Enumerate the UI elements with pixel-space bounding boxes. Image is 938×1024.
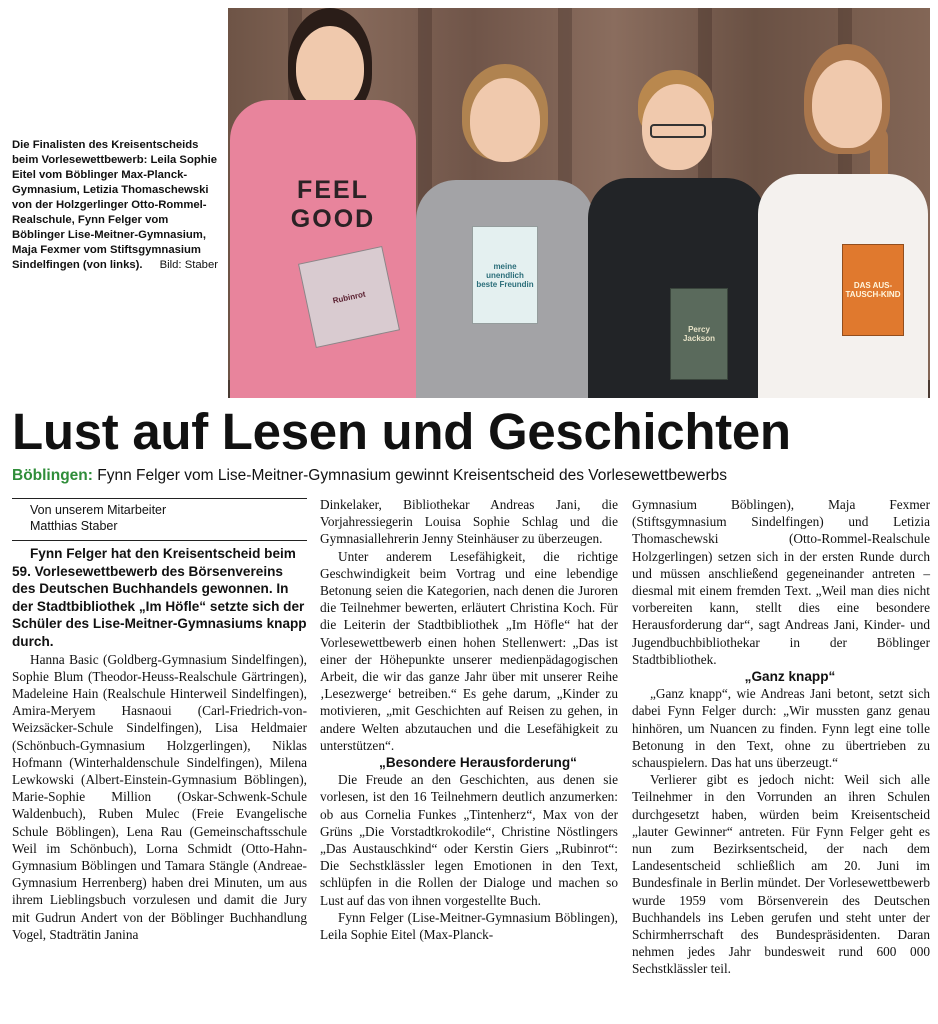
paragraph: Verlierer gibt es jedoch nicht: Weil sich alle Teilnehmer in den Vorrunden an ihren Schulen durchgesetzt haben, würden beim Kreisentscheid „lauter Gewinner“ antreten. Für Fynn Felger geht es nun zum Bezirksentscheid, der nach dem Landesentscheid schließlich am 20. Juni im Bundesfinale in Berlin mündet. Der Vorlesewettbewerb wurde 1959 vom Börsenverein des Deutschen Buchhandels ins Leben gerufen und steht unter der Schirmherrschaft des Bundespräsidenten. Daran nehmen jedes Jahr bundesweit rund 600 000 Sechstklässler teil.: [632, 772, 930, 977]
caption-text: Die Finalisten des Kreisentscheids beim Vorlesewettbewerb: Leila Sophie Eitel vom Böblinger Max-Planck-Gymnasium, Letizia Thomaschewski von der Holzgerlinger Otto-Rommel-Realschule, Fynn Felger vom Böblinger Lise-Meitner-Gymnasium, Maja Fexmer vom Stiftsgymnasium Sindelfingen (von links).: [12, 139, 218, 271]
paragraph: „Ganz knapp“, wie Andreas Jani betont, setzt sich dabei Fynn Felger durch: „Wir mussten ganz genau hinhören, um Nuancen zu finden. Fynn legt eine tolle Betonung in den Text, ohne zu übertrieben zu schauspielern. Das hat uns überzeugt.“: [632, 686, 930, 771]
paragraph: Gymnasium Böblingen), Maja Fexmer (Stiftsgymnasium Sindelfingen) und Letizia Thomaschewski (Otto-Rommel-Realschule Holzgerlingen) setzen sich in der ersten Runde durch und müssen anschließend gegeneinander antreten – diesmal mit einem fremden Text. „Weil man dies nicht vorbereiten kann, stellt dies eine besondere Herausforderung dar“, sagt Andreas Jani, Kinder- und Jugendbuchbibliothekar in der Böblinger Stadtbibliothek.: [632, 497, 930, 667]
book-beste-freundin: meine unendlich beste Freundin: [472, 226, 538, 324]
shirt-print: FEEL GOOD: [290, 176, 376, 233]
author-line-1: Von unserem Mitarbeiter: [30, 503, 167, 517]
paragraph: Dinkelaker, Bibliothekar Andreas Jani, die Vorjahressiegerin Louisa Sophie Schlag und die Gymnasiallehrerin Jenny Steinhäuser zu überzeugen.: [320, 497, 618, 547]
paragraph: Unter anderem Lesefähigkeit, die richtige Geschwindigkeit beim Vortrag und eine lebendige Betonung seien die Kategorien, nach denen die Juroren die Teilnehmer bewerten, erläutert Christina Koch. Für die Leiterin der Stadtbibliothek „Im Höfle“ hat der Vorlesewettbewerb einen hohen Stellenwert: „Das ist einer der Höhepunkte unserer medienpädagogischen Arbeit, die wir das ganze Jahr über mit unserer Reihe ‚Lesezwerge‘ betreiben.“ Es gehe darum, „Kinder zu motivieren, „mit Geschichten auf Reisen zu gehen, in andere Welten abzutauchen und die Lesefähigkeit zu unterstützen“.: [320, 548, 618, 753]
subheading: „Ganz knapp“: [744, 669, 836, 685]
article-intro: Fynn Felger hat den Kreisentscheid beim 59. Vorlesewettbewerb des Börsenvereins des Deutschen Buchhandels gewonnen. In der Stadtbibliothek „Im Höfle“ setzte sich der Schüler des Lise-Meitner-Gymnasiums knapp durch.: [12, 546, 307, 649]
paragraph: Die Freude an den Geschichten, aus denen sie vorlesen, ist den 16 Teilnehmern deutlich anzumerken: ob aus Cornelia Funkes „Tintenherz“, Max von der Grüns „Die Vorstadtkrokodile“, Christine Nöstlingers „Das Austauschkind“ oder Kerstin Giers „Rubinrot“: Die Sechstklässler legen Emotionen in den Text, schlüpfen in die Rollen der Dialoge und machen so Lust auf das von ihnen vorgestellte Buch.: [320, 772, 618, 908]
author-name: Matthias Staber: [30, 518, 118, 533]
article-column-3: [632, 496, 930, 978]
article-photo: [228, 8, 930, 398]
book-rubinrot: Rubinrot: [298, 246, 400, 348]
paragraph: Fynn Felger (Lise-Meitner-Gymnasium Böblingen), Leila Sophie Eitel (Max-Planck-: [320, 909, 618, 943]
book-percy-jackson: Percy Jackson: [670, 288, 728, 380]
location-label: Böblingen:: [12, 467, 93, 484]
paragraph: Hanna Basic (Goldberg-Gymnasium Sindelfingen), Sophie Blum (Theodor-Heuss-Realschule Gärtringen), Madeleine Hain (Realschule Hinterweil Sindelfingen), Amira-Meryem Hasnaoui (Carl-Friedrich-von-Weizsäcker-Schule Sindelfingen), Lisa Heldmaier (Schönbuch-Gymnasium Holzgerlingen), Niklas Hofmann (Winterhaldenschule Sindelfingen), Milena Lewkowski (Albert-Einstein-Gymnasium Böblingen), Marie-Sophie Million (Oskar-Schwenk-Schule Waldenbuch), Ruben Mulec (Freie Evangelische Schule Böblingen), Lena Rau (Gemeinschaftsschule Weil im Schönbuch), Lorna Schmidt (Otto-Hahn-Gymnasium Böblingen und Tamara Stängle (Andreae-Gymnasium Herrenberg) haben drei Minuten, um aus ihrem Lieblingsbuch vorzulesen und damit die Jury mit Gudrun Andert von der Böblinger Buchhandlung Vogel, Stadträtin Janina: [12, 651, 307, 942]
photo-credit: Bild: Staber: [159, 259, 218, 271]
book-austauschkind: DAS AUS-TAUSCH-KIND: [842, 244, 904, 336]
subheadline-text: Fynn Felger vom Lise-Meitner-Gymnasium gewinnt Kreisentscheid des Vorlesewettbewerbs: [97, 467, 727, 484]
finalist-1: [228, 8, 418, 398]
finalist-2: [416, 8, 596, 398]
article-column-2: [320, 496, 618, 943]
subheading: „Besondere Herausforderung“: [379, 755, 577, 771]
photo-caption: [12, 138, 218, 273]
article-column-1: [12, 494, 307, 943]
finalist-3: [588, 8, 768, 398]
subheadline: [12, 466, 928, 486]
finalist-4: [756, 8, 930, 398]
headline: Lust auf Lesen und Geschichten: [12, 403, 791, 460]
